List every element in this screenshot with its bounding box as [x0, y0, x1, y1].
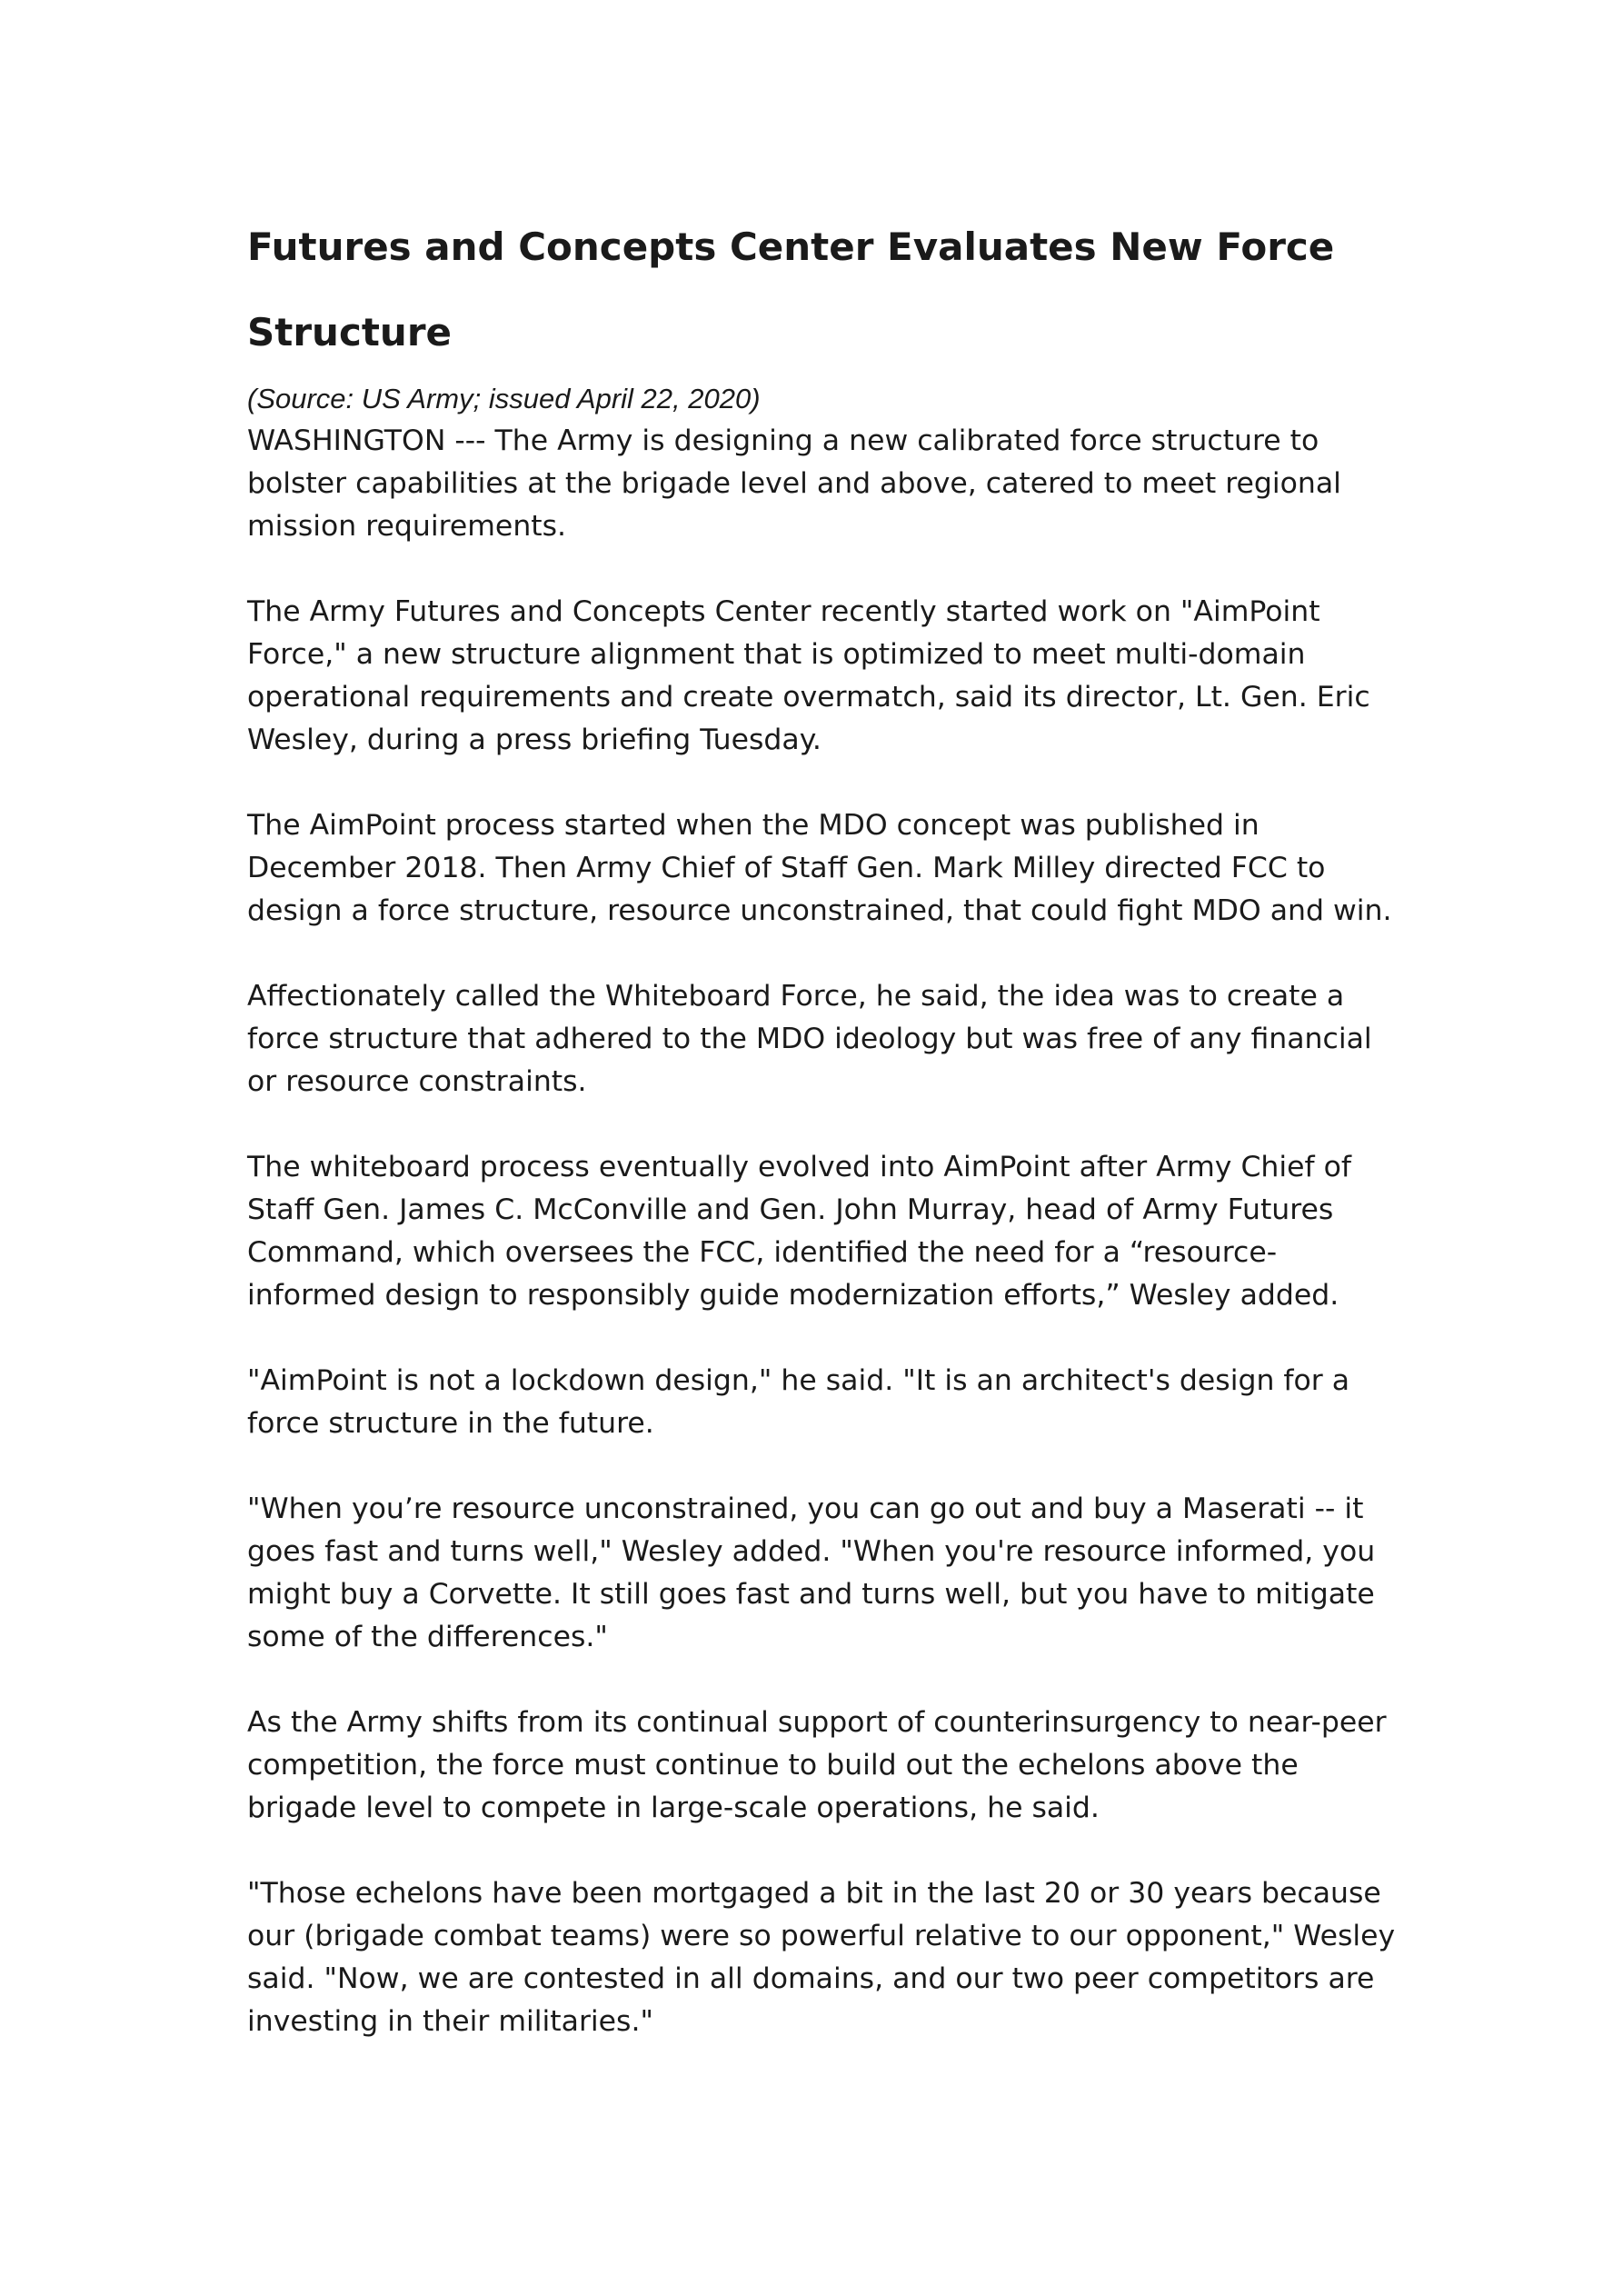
paragraph-7: "When you’re resource unconstrained, you can go out and buy a Maserati -- it goes fast and turns well," Wesley added. "When you're resource informed, you might buy a Corvette. It still goes fast and turns well, but you have to mitigate some of the differences." — [247, 1492, 1376, 1653]
paragraph-1: WASHINGTON --- The Army is designing a new calibrated force structure to bolster capabilities at the brigade level and above, catered to meet regional mission requirements. — [247, 424, 1341, 543]
paragraph-5: The whiteboard process eventually evolved into AimPoint after Army Chief of Staff Gen. James C. McConville and Gen. John Murray, head of Army Futures Command, which oversees the FCC, identified the need for a “resource-informed design to responsibly guide modernization efforts,” Wesley added. — [247, 1151, 1351, 1312]
paragraph-8: As the Army shifts from its continual support of counterinsurgency to near-peer competition, the force must continue to build out the echelons above the brigade level to compete in large-scale operations, he said. — [247, 1706, 1387, 1824]
paragraph-6: "AimPoint is not a lockdown design," he said. "It is an architect's design for a force structure in the future. — [247, 1364, 1350, 1440]
article — [247, 205, 1401, 2086]
article-title: Futures and Concepts Center Evaluates New Force Structure — [247, 225, 1335, 354]
paragraph-2: The Army Futures and Concepts Center recently started work on "AimPoint Force," a new structure alignment that is optimized to meet multi-domain operational requirements and create overmatch, said its director, Lt. Gen. Eric Wesley, during a press briefing Tuesday. — [247, 595, 1370, 756]
article-source: (Source: US Army; issued April 22, 2020) — [247, 383, 761, 414]
paragraph-9: "Those echelons have been mortgaged a bit in the last 20 or 30 years because our (brigade combat teams) were so powerful relative to our opponent," Wesley said. "Now, we are contested in all domains, and our two peer competitors are investing in their militaries." — [247, 1877, 1396, 2038]
paragraph-3: The AimPoint process started when the MDO concept was published in December 2018. Then Army Chief of Staff Gen. Mark Milley directed FCC to design a force structure, resource unconstrained, that could fight MDO and win. — [247, 809, 1392, 927]
paragraph-4: Affectionately called the Whiteboard Force, he said, the idea was to create a force structure that adhered to the MDO ideology but was free of any financial or resource constraints. — [247, 980, 1372, 1098]
article-body — [247, 420, 1401, 2043]
